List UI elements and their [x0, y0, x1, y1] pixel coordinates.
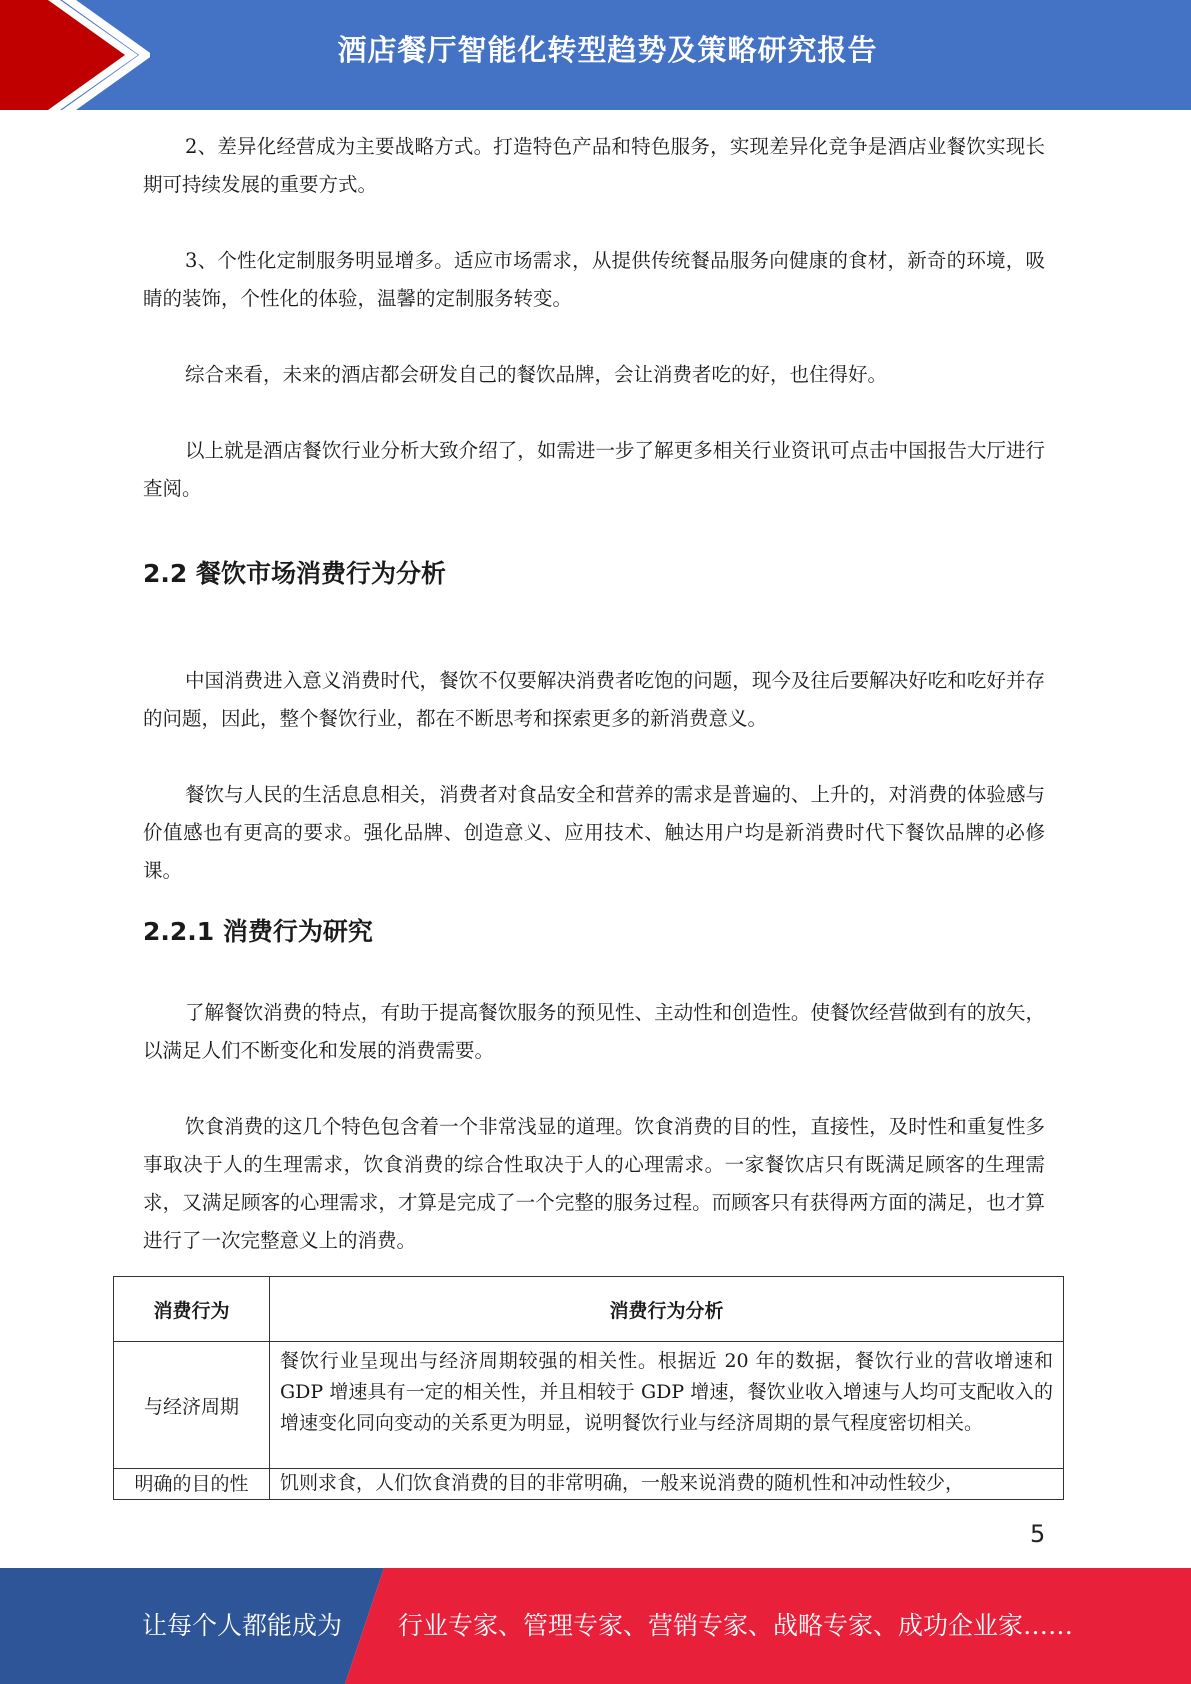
paragraph: 3、个性化定制服务明显增多。适应市场需求，从提供传统餐品服务向健康的食材，新奇的环境，吸睛的装饰，个性化的体验，温馨的定制服务转变。: [143, 249, 1045, 310]
table-header-row: [114, 1277, 1064, 1342]
page-number: 5: [1030, 1520, 1046, 1548]
paragraph: 中国消费进入意义消费时代，餐饮不仅要解决消费者吃饱的问题，现今及往后要解决好吃和吃好并存的问题，因此，整个餐饮行业，都在不断思考和探索更多的新消费意义。: [143, 669, 1045, 730]
table-header-cell: 消费行为分析: [270, 1277, 1064, 1342]
table-cell-label: 与经济周期: [114, 1342, 270, 1469]
page-footer: [0, 1568, 1191, 1684]
table-cell-label: 明确的目的性: [114, 1469, 270, 1500]
consumer-behavior-table: [113, 1276, 1064, 1500]
paragraph: 饮食消费的这几个特色包含着一个非常浅显的道理。饮食消费的目的性，直接性，及时性和重复性多事取决于人的生理需求，饮食消费的综合性取决于人的心理需求。一家餐饮店只有既满足顾客的生理需求，又满足顾客的心理需求，才算是完成了一个完整的服务过程。而顾客只有获得两方面的满足，也才算进行了一次完整意义上的消费。: [143, 1115, 1045, 1252]
paragraph: 2、差异化经营成为主要战略方式。打造特色产品和特色服务，实现差异化竞争是酒店业餐饮实现长期可持续发展的重要方式。: [143, 135, 1045, 196]
page-header: [0, 0, 1191, 110]
paragraph: 以上就是酒店餐饮行业分析大致介绍了，如需进一步了解更多相关行业资讯可点击中国报告大厅进行查阅。: [143, 439, 1045, 500]
paragraph: 综合来看，未来的酒店都会研发自己的餐饮品牌，会让消费者吃的好，也住得好。: [185, 363, 888, 386]
table-header-cell: 消费行为: [114, 1277, 270, 1342]
footer-slogan-left: 让每个人都能成为: [142, 1611, 343, 1640]
table-cell-desc: 餐饮行业呈现出与经济周期较强的相关性。根据近 20 年的数据，餐饮行业的营收增速和 GDP 增速具有一定的相关性，并且相较于 GDP 增速，餐饮业收入增速与人均可支配收入的增速变化同向变动的关系更为明显，说明餐饮行业与经济周期的景气程度密切相关。: [270, 1342, 1064, 1469]
paragraph: 了解餐饮消费的特点，有助于提高餐饮服务的预见性、主动性和创造性。使餐饮经营做到有的放矢，以满足人们不断变化和发展的消费需要。: [143, 1001, 1045, 1062]
paragraph: 餐饮与人民的生活息息相关，消费者对食品安全和营养的需求是普遍的、上升的，对消费的体验感与价值感也有更高的要求。强化品牌、创造意义、应用技术、触达用户均是新消费时代下餐饮品牌的必修课。: [143, 783, 1045, 882]
section-heading-2-2-1: 2.2.1 消费行为研究: [143, 917, 373, 946]
footer-slogan-right: 行业专家、管理专家、营销专家、战略专家、成功企业家……: [398, 1611, 1074, 1640]
section-heading-2-2: 2.2 餐饮市场消费行为分析: [143, 559, 446, 588]
table-cell-desc: 饥则求食，人们饮食消费的目的非常明确，一般来说消费的随机性和冲动性较少，: [270, 1469, 1064, 1500]
document-body: [143, 128, 1045, 1260]
table-row: [114, 1342, 1064, 1469]
report-title: 酒店餐厅智能化转型趋势及策略研究报告: [337, 33, 878, 67]
table-row: [114, 1469, 1064, 1500]
